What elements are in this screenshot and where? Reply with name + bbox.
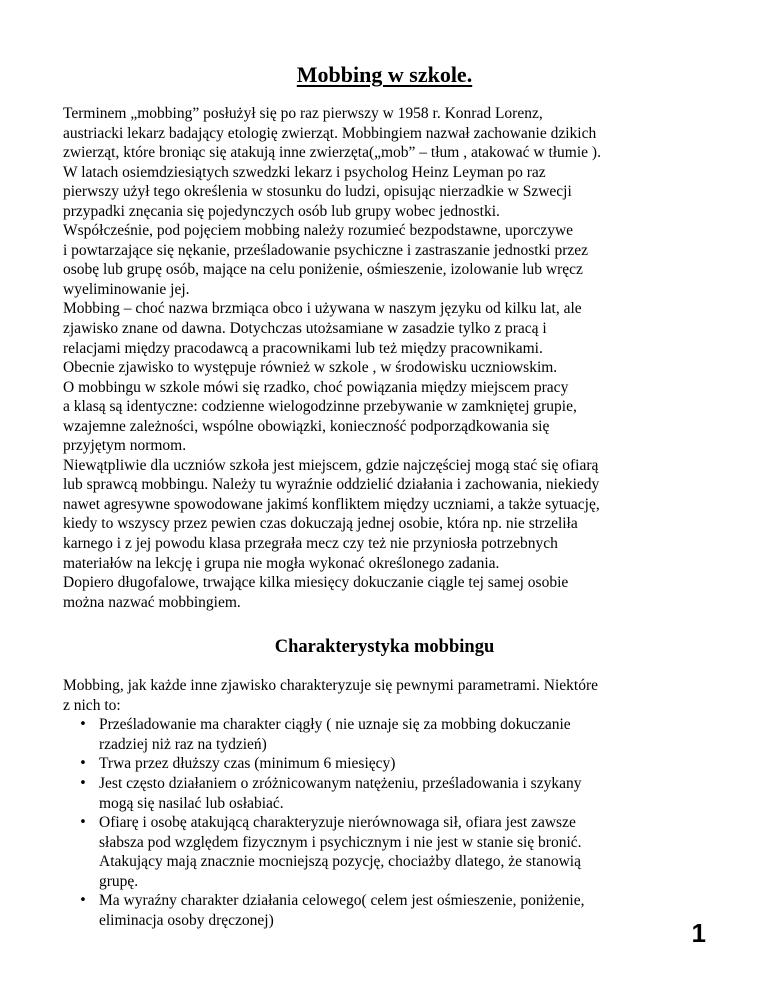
- list-item-line: Jest często działaniem o zróżnicowanym natężeniu, prześladowania i szykany: [99, 774, 582, 792]
- list-item-line: rzadziej niż raz na tydzień): [99, 735, 267, 753]
- bullet-icon: •: [79, 815, 87, 831]
- list-item-line: Ofiarę i osobę atakującą charakteryzuje nierównowaga sił, ofiara jest zawsze: [99, 814, 576, 832]
- intro-line: nawet agresywne spowodowane jakimś konfliktem między uczniami, a także sytuację,: [63, 495, 600, 513]
- list-item-line: Trwa przez dłuższy czas (minimum 6 miesięcy): [99, 755, 396, 773]
- intro-line: wyeliminowanie jej.: [63, 280, 190, 298]
- list-item: [63, 813, 706, 891]
- section-intro-text: [63, 676, 706, 715]
- intro-line: O mobbingu w szkole mówi się rzadko, choć powiązania między miejscem pracy: [63, 378, 569, 396]
- bullet-icon: •: [79, 775, 87, 791]
- list-item: [63, 754, 706, 774]
- intro-line: i powtarzające się nękanie, prześladowanie psychiczne i zastraszanie jednostki przez: [63, 241, 589, 259]
- intro-line: Obecnie zjawisko to występuje również w szkole , w środowisku uczniowskim.: [63, 359, 558, 377]
- bullet-icon: •: [79, 893, 87, 909]
- bullet-icon: •: [79, 717, 87, 733]
- document-title: Mobbing w szkole.: [296, 62, 473, 87]
- intro-line: pierwszy użył tego określenia w stosunku do ludzi, opisując nierzadkie w Szwecji: [63, 183, 572, 201]
- list-item: [63, 774, 706, 813]
- list-item-line: eliminacja osoby dręczonej): [99, 911, 274, 929]
- intro-line: Niewątpliwie dla uczniów szkoła jest miejscem, gdzie najczęściej mogą stać się ofiarą: [63, 456, 599, 474]
- intro-line: a klasą są identyczne: codzienne wielogodzinne przebywanie w zamkniętej grupie,: [63, 398, 577, 416]
- intro-line: można nazwać mobbingiem.: [63, 593, 241, 611]
- intro-line: przyjętym normom.: [63, 437, 187, 455]
- intro-line: Terminem „mobbing” posłużył się po raz pierwszy w 1958 r. Konrad Lorenz,: [63, 105, 543, 122]
- intro-line: Mobbing – choć nazwa brzmiąca obco i używana w naszym języku od kilku lat, ale: [63, 300, 582, 318]
- intro-line: karnego i z jej powodu klasa przegrała mecz czy też nie przyniosła potrzebnych: [63, 535, 558, 553]
- intro-line: W latach osiemdziesiątych szwedzki lekarz i psycholog Heinz Leyman po raz: [63, 163, 546, 181]
- intro-line: osobę lub grupę osób, mające na celu poniżenie, ośmieszenie, izolowanie lub wręcz: [63, 261, 583, 279]
- intro-line: kiedy to wszyscy przez pewien czas dokuczają jednej osobie, która np. nie strzeliła: [63, 515, 578, 533]
- list-item-line: słabsza pod względem fizycznym i psychicznym i nie jest w stanie się bronić.: [99, 833, 582, 851]
- section-intro-line: z nich to:: [63, 696, 121, 714]
- intro-line: austriacki lekarz badający etologię zwierząt. Mobbingiem nazwał zachowanie dzikich: [63, 124, 597, 142]
- intro-line: Dopiero długofalowe, trwające kilka miesięcy dokuczanie ciągle tej samej osobie: [63, 574, 569, 592]
- list-item-line: Prześladowanie ma charakter ciągły ( nie uznaje się za mobbing dokuczanie: [99, 716, 571, 734]
- list-item-line: mogą się nasilać lub osłabiać.: [99, 794, 284, 812]
- intro-line: zwierząt, które broniąc się atakują inne zwierzęta(„mob” – tłum , atakować w tłumie ).: [63, 144, 601, 162]
- intro-line: lub sprawcą mobbingu. Należy tu wyraźnie oddzielić działania i zachowania, niekiedy: [63, 476, 600, 494]
- section-heading: Charakterystyka mobbingu: [274, 637, 495, 658]
- section-intro-line: Mobbing, jak każde inne zjawisko charakteryzuje się pewnymi parametrami. Niektóre: [63, 677, 598, 695]
- list-item-line: Ma wyraźny charakter działania celowego( celem jest ośmieszenie, poniżenie,: [99, 892, 585, 910]
- list-item-line: Atakujący mają znacznie mocniejszą pozycję, chociażby dlatego, że stanowią: [99, 853, 581, 871]
- intro-line: zjawisko znane od dawna. Dotychczas utożsamiane w zasadzie tylko z pracą i: [63, 320, 547, 338]
- characteristics-list: [63, 715, 706, 930]
- list-item-line: grupę.: [99, 872, 139, 890]
- page-number: 1: [691, 918, 706, 948]
- list-item: [63, 715, 706, 754]
- intro-line: przypadki znęcania się pojedynczych osób lub grupy wobec jednostki.: [63, 202, 500, 220]
- list-item: [63, 891, 706, 930]
- bullet-icon: •: [79, 756, 87, 772]
- intro-line: wzajemne zależności, wspólne obowiązki, konieczność podporządkowania się: [63, 417, 550, 435]
- intro-line: materiałów na lekcję i grupa nie mogła wykonać określonego zadania.: [63, 554, 500, 572]
- intro-text: [63, 104, 706, 612]
- intro-line: Współcześnie, pod pojęciem mobbing należy rozumieć bezpodstawne, uporczywe: [63, 222, 574, 240]
- intro-line: relacjami między pracodawcą a pracownikami lub też między pracownikami.: [63, 339, 543, 357]
